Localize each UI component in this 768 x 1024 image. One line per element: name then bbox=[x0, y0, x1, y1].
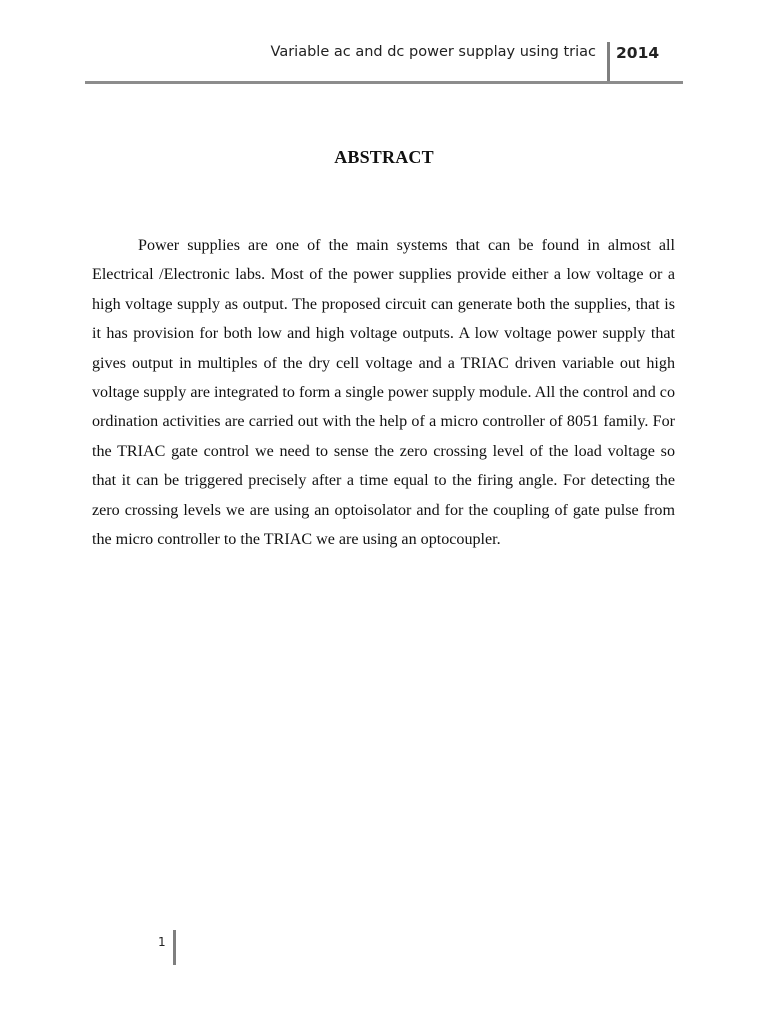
abstract-paragraph: Power supplies are one of the main systems that can be found in almost all Electrical /Electronic labs. Most of the power supplies provide either a low voltage or a high voltage supply as output. The proposed circuit can generate both the supplies, that is it has provision for both low and high voltage outputs. A low voltage power supply that gives output in multiples of the dry cell voltage and a TRIAC driven variable out high voltage supply are integrated to form a single power supply module. All the control and co ordination activities are carried out with the help of a micro controller of 8051 family. For the TRIAC gate control we need to sense the zero crossing level of the load voltage so that it can be triggered precisely after a time equal to the firing angle. For detecting the zero crossing levels we are using an optoisolator and for the coupling of gate pulse from the micro controller to the TRIAC we are using an optocoupler. bbox=[92, 237, 675, 549]
abstract-heading: ABSTRACT bbox=[334, 147, 434, 167]
header-year: 2014 bbox=[616, 44, 660, 62]
header-vertical-divider bbox=[607, 42, 610, 84]
header-document-title: Variable ac and dc power supplay using triac bbox=[270, 44, 596, 60]
header-horizontal-rule bbox=[85, 81, 683, 84]
page-number: 1 bbox=[158, 935, 166, 949]
footer-vertical-divider bbox=[173, 930, 176, 965]
